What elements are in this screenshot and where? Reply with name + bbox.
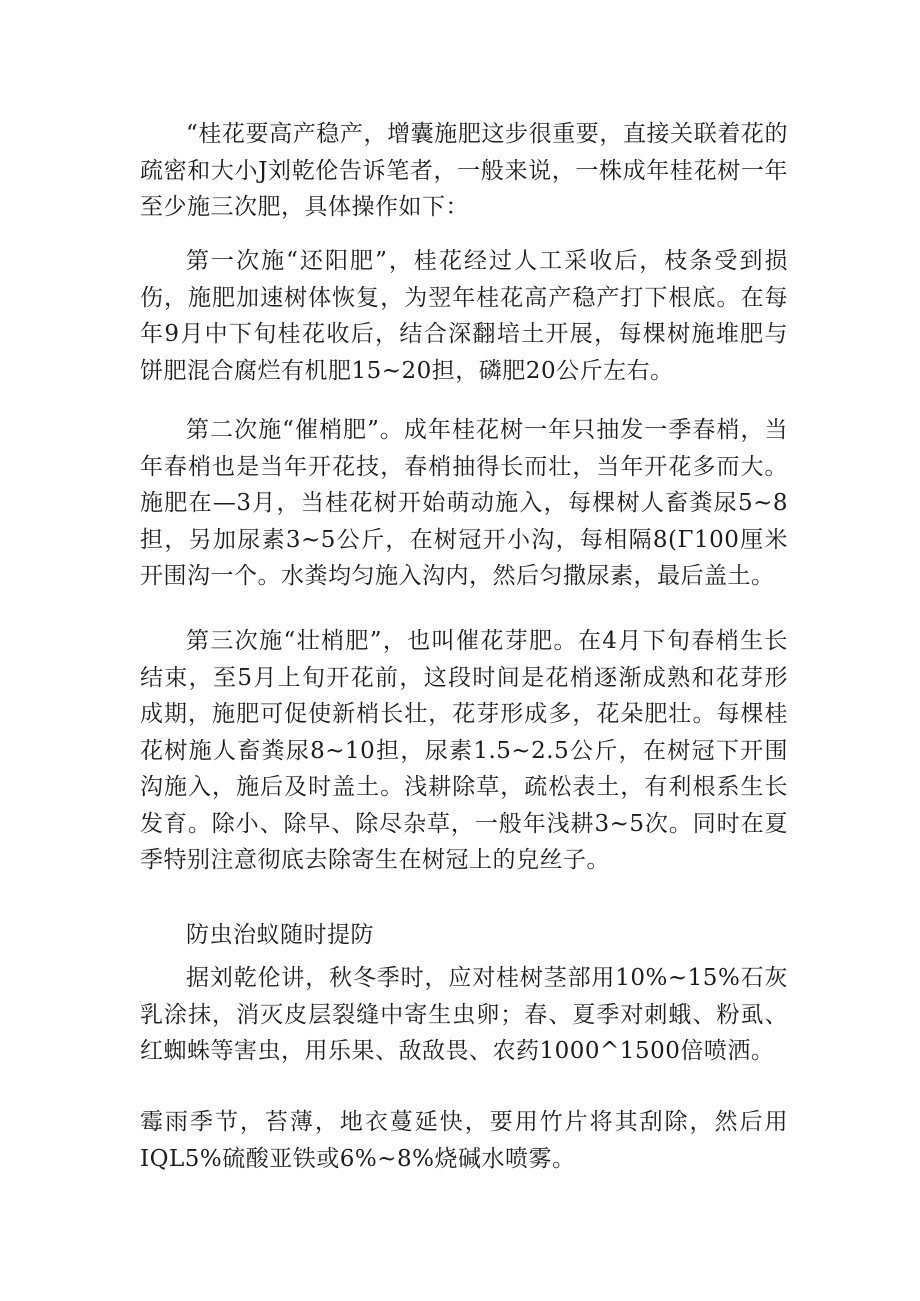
paragraph-pest-control: 据刘乾伦讲，秋冬季时，应对桂树茎部用10%~15%石灰乳涂抹，消灭皮层裂缝中寄生虫卵；春、夏季对刺蛾、粉虱、红蜘蛛等害虫，用乐果、敌敌畏、农药1000^1500倍喷洒。	[140, 965, 788, 1064]
paragraph-first-fertilizing: 第一次施“还阳肥”，桂花经过人工采收后，枝条受到损伤，施肥加速树体恢复，为翌年桂花高产稳产打下根底。在每年9月中下旬桂花收后，结合深翻培土开展，每棵树施堆肥与饼肥混合腐烂有机肥15~20担，磷肥20公斤左右。	[140, 248, 788, 384]
paragraph-rainy-season: 霉雨季节，苔薄，地衣蔓延快，要用竹片将其刮除，然后用IQL5%硫酸亚铁或6%~8%烧碱水喷雾。	[140, 1109, 788, 1172]
section-heading-pest-control: 防虫治蚁随时提防	[186, 922, 374, 948]
paragraph-second-fertilizing: 第二次施“催梢肥”。成年桂花树一年只抽发一季春梢，当年春梢也是当年开花技，春梢抽得长而壮，当年开花多而大。施肥在—3月，当桂花树开始萌动施入，每棵树人畜粪尿5~8担，另加尿素3~5公斤，在树冠开小沟，每相隔8(Γ100厘米开围沟一个。水粪均匀施入沟内，然后匀撒尿素，最后盖土。	[140, 417, 788, 589]
paragraph-third-fertilizing: 第三次施“壮梢肥”，也叫催花芽肥。在4月下旬春梢生长结束，至5月上旬开花前，这段时间是花梢逐渐成熟和花芽形成期，施肥可促使新梢长壮，花芽形成多，花朵肥壮。每棵桂花树施人畜粪尿8~10担，尿素1.5~2.5公斤，在树冠下开围沟施入，施后及时盖土。浅耕除草，疏松表土，有利根系生长发育。除小、除早、除尽杂草，一般年浅耕3~5次。同时在夏季特别注意彻底去除寄生在树冠上的皃丝子。	[140, 628, 788, 873]
paragraph-intro: “桂花要高产稳产，增囊施肥这步很重要，直接关联着花的疏密和大小J刘乾伦告诉笔者，一般来说，一株成年桂花树一年至少施三次肥，具体操作如下：	[140, 121, 788, 220]
